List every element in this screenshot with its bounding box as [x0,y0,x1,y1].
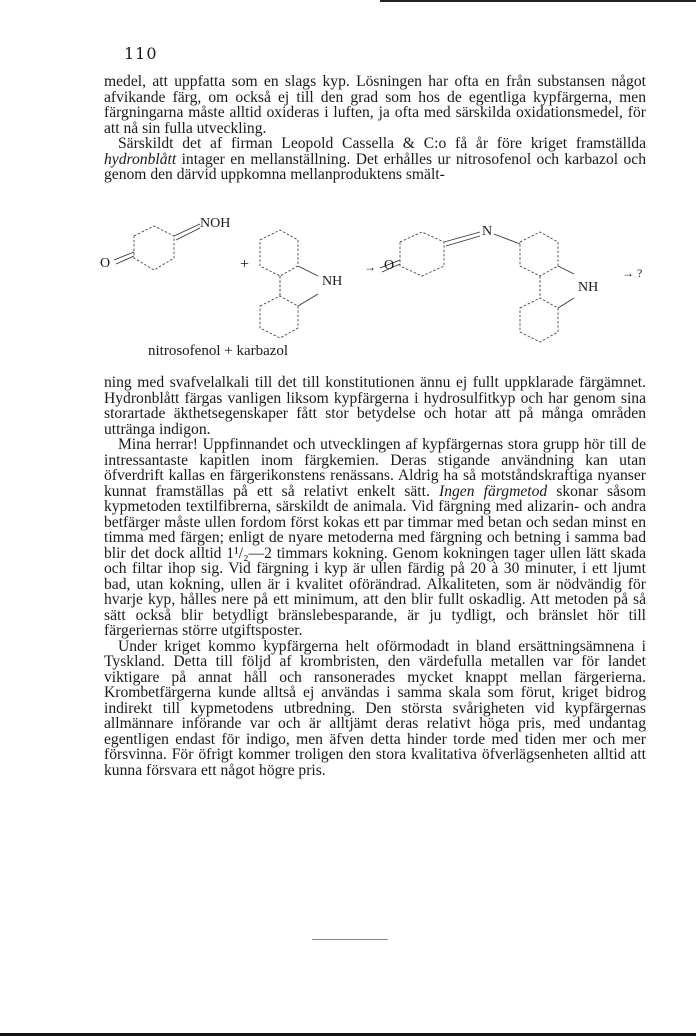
paragraph: ning med svafvelalkali till det till konstitutionen ännu ej fullt uppklarade färgämnet. Hydronblått färgas vanligen liksom kypfärgerna i hydrosulfitkyp och har genom sina storartade äkthetsegenskaper fått stor betydelse och hotar att på många områden uttränga indigon. [104,374,646,438]
reaction-arrow-question: → ? [622,266,643,280]
oxygen-label-left: O [100,256,111,271]
nh-label-carbazol: NH [322,274,343,289]
scan-edge-top [380,0,696,2]
text-run: Mina herrar! Uppfinnandet och utvecklingen af kypfärgernas stora grupp hör till de intressantaste kapitlen inom färgkemien. Deras stigande användning kan utan öfverdrift kallas en färgerikonstens renässans. Aldrig ha så motståndskraftiga nyanser kunnat framställas på ett så relativt enkelt sätt. [104,436,646,500]
text-run: skonar såsom kypmetoden textilfibrerna, särskildt de animala. Vid färgning med alizarin- och andra betfärger måste ullen fordom först kokas ett par timmar med betan och sedan minst en timma med färgen; enligt de nyare metoderna med färgning och betning i samma bad blir det dock alltid 1¹/₂—2 timmars kokning. Genom kokningen tager ullen lätt skada och filtar ihop sig. Vid färgning i kyp är ullen färdig på 20 à 30 minuter, i ett ljumt bad, utan kokning, ullen är i kvalitet oförändrad. Alkaliteten, som är nödvändig för hvarje kyp, hålles nere på ett minimum, att den blir fullt oskadlig. Att metoden på så sätt också blir betydligt bränslebesparande, är ju tydligt, och bränslet hör till färgeriernas större utgiftsposter. [104,482,647,639]
product-ring-lower [520,298,558,342]
end-rule [312,939,388,940]
carbazol-ring-bottom [260,296,298,338]
text-block-lower [104,375,646,778]
chemical-reaction-figure [96,214,656,364]
paragraph: medel, att uppfatta som en slags kyp. Lösningen har ofta en från substansen något afvikande färg, om också ej till den grad som hos de egentliga kypfärgerna, men färgningarna måste alltid oxideras i luften, ja ofta med särskilda oxidationsmedel, för att nå sin fulla utveckling. [104,73,646,137]
reaction-arrow: → [364,260,376,274]
text-run: Särskildt det af firman Leopold Cassella & C:o få år före kriget framställda [118,135,646,152]
plus-sign: + [240,256,250,273]
italic-term: hydronblått [104,150,177,168]
paragraph [104,437,646,639]
text-block-upper [104,74,646,183]
product-ring-upper [520,232,558,276]
figure-caption: nitrosofenol + karbazol [148,343,289,359]
italic-term: Ingen färgmetod [439,482,548,500]
paragraph: Under kriget kommo kypfärgerna helt oförmodadt in bland ersättningsämnena i Tyskland. Detta till följd af krombristen, den värdefulla metallen var för landet viktigare på annat håll och ransonerades mycket knappt mellan färgerierna. Krombetfärgerna kunde alltså ej användas i samma skala som förut, kriget bidrog indirekt till kypmetodens utbredning. Den största svårigheten vid kypfärgernas allmännare införande var och är alltjämt deras relativt höga pris, med undantag egentligen endast för indigo, men äfven detta hinder torde med tiden mer och mer försvinna. För öfrigt kommer troligen den stora kvalitativa öfverlägsenheten alltid att kunna försvara ett något högre pris. [104,637,646,779]
page-number: 110 [124,44,158,63]
text-run: intager en mellanställning. Det erhålles ur nitrosofenol och karbazol och genom den därvid uppkomna mellanproduktens smält- [104,150,646,183]
nitrogen-bridge-label: N [482,224,493,239]
nh-label-product: NH [578,280,599,295]
structure-drawing [96,214,656,344]
carbazol-ring-top [260,230,298,276]
product-quinone-ring [400,232,444,276]
paragraph [104,136,646,183]
noh-label: NOH [200,216,231,231]
oxygen-label-right: O [384,258,395,273]
nitrosofenol-ring [134,226,174,270]
